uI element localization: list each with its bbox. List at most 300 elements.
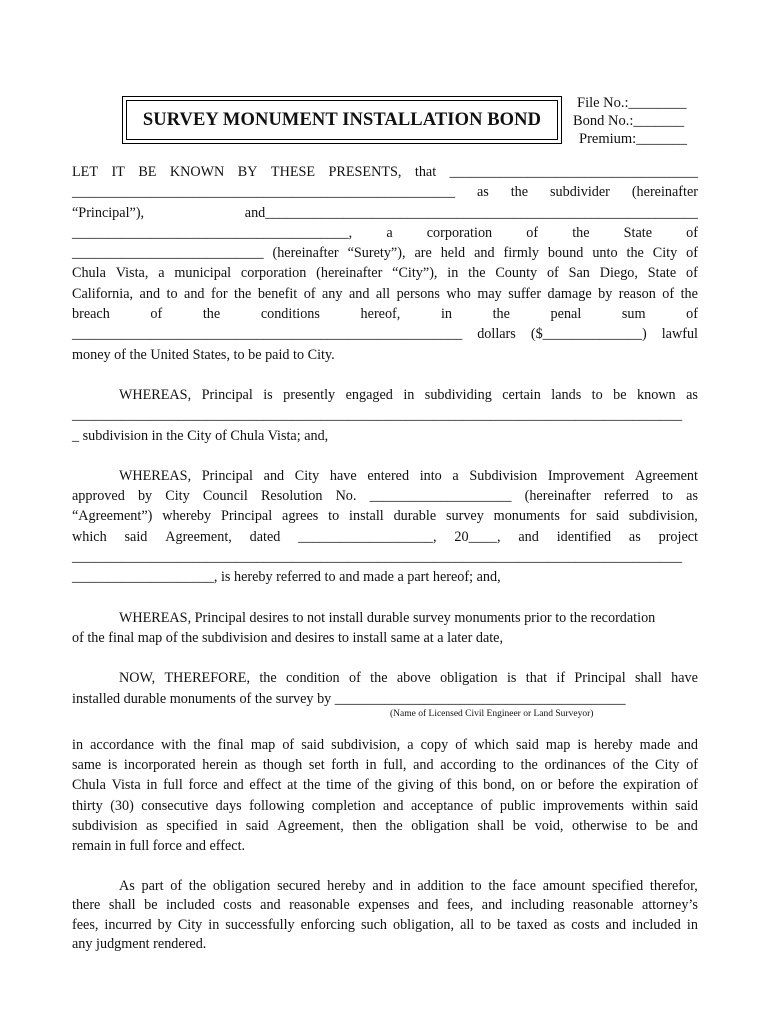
word: IT bbox=[111, 164, 125, 180]
word: taxed bbox=[516, 916, 548, 933]
word: obligation, bbox=[392, 916, 455, 933]
word: the bbox=[370, 670, 388, 687]
word: with bbox=[161, 736, 187, 753]
word: and bbox=[677, 736, 698, 753]
word: of bbox=[612, 757, 625, 774]
word: though bbox=[262, 757, 303, 774]
word: full, bbox=[383, 757, 407, 774]
word: damage bbox=[547, 285, 592, 302]
word: Improvement bbox=[547, 467, 625, 484]
word: corporation bbox=[426, 224, 493, 241]
word: the bbox=[520, 757, 538, 774]
word: fees, bbox=[446, 897, 474, 914]
word: obligation bbox=[440, 670, 498, 687]
word: San bbox=[568, 265, 590, 282]
justified-line bbox=[72, 324, 698, 344]
word: in bbox=[399, 877, 411, 894]
word: Vista, bbox=[115, 265, 149, 282]
word: City bbox=[294, 467, 320, 484]
word: the bbox=[259, 670, 277, 687]
word: within bbox=[631, 797, 668, 814]
word: County bbox=[495, 265, 538, 282]
word: “City”), bbox=[392, 265, 438, 282]
word: lands bbox=[551, 386, 582, 403]
word: said bbox=[515, 736, 539, 753]
word: of bbox=[685, 265, 698, 282]
word: successfully bbox=[225, 916, 295, 933]
word: engaged bbox=[345, 386, 393, 403]
word: of bbox=[303, 285, 316, 302]
word: WHEREAS, bbox=[119, 467, 192, 484]
justified-line bbox=[72, 668, 698, 688]
word: approved bbox=[72, 488, 125, 505]
word: hereof, bbox=[360, 306, 401, 323]
word: ____________________ bbox=[369, 488, 512, 505]
text-line: remain in full force and effect. bbox=[72, 838, 246, 855]
word: shall bbox=[477, 818, 505, 835]
justified-line bbox=[72, 877, 698, 897]
justified-line bbox=[72, 796, 698, 816]
word: “Surety”), bbox=[347, 245, 406, 262]
word: acceptance bbox=[410, 797, 474, 814]
word: face bbox=[512, 877, 536, 894]
word: penal bbox=[550, 306, 582, 323]
paragraph-whereas-desires bbox=[72, 608, 698, 649]
word: included bbox=[632, 916, 681, 933]
word: hereby bbox=[593, 736, 633, 753]
word: and bbox=[383, 797, 404, 814]
paragraph-now-therefore bbox=[72, 668, 698, 721]
word: corporation bbox=[240, 265, 307, 282]
word: herein bbox=[202, 757, 238, 774]
word: is bbox=[506, 670, 517, 687]
word: otherwise bbox=[572, 818, 628, 835]
word: Agreement, bbox=[165, 528, 232, 545]
word: As bbox=[119, 877, 135, 894]
word: same bbox=[72, 757, 102, 774]
word: of bbox=[686, 306, 698, 323]
word: said bbox=[301, 736, 325, 753]
justified-line bbox=[72, 162, 698, 182]
justified-line bbox=[72, 385, 698, 405]
word: days bbox=[215, 797, 242, 814]
word: before bbox=[558, 777, 595, 794]
word: as bbox=[686, 386, 698, 403]
word: and bbox=[184, 285, 205, 302]
word: of bbox=[526, 224, 539, 241]
word: and bbox=[474, 245, 495, 262]
word: municipal bbox=[174, 265, 232, 282]
word: a bbox=[452, 467, 459, 484]
word: ___________________________ bbox=[72, 245, 264, 262]
justified-line bbox=[72, 304, 698, 324]
word: that bbox=[525, 670, 548, 687]
justified-line bbox=[72, 486, 698, 506]
word: void, bbox=[534, 818, 564, 835]
paragraph-costs bbox=[72, 877, 698, 955]
word: the bbox=[188, 877, 207, 894]
word: sum bbox=[621, 306, 646, 323]
word: is bbox=[263, 386, 273, 403]
word: firmly bbox=[503, 245, 539, 262]
word: unto bbox=[592, 245, 618, 262]
justified-line bbox=[72, 223, 698, 243]
word: a bbox=[158, 265, 165, 282]
word: the bbox=[626, 245, 644, 262]
word: fees, bbox=[72, 916, 99, 933]
word: of bbox=[686, 224, 698, 241]
word: a bbox=[407, 736, 414, 753]
text-line: ______________________________________________________________________________________ bbox=[72, 549, 683, 566]
word: State bbox=[623, 224, 653, 241]
word: durable bbox=[393, 508, 437, 525]
file-no-field[interactable]: File No.:________ bbox=[577, 95, 687, 111]
word: the bbox=[234, 285, 252, 302]
word: Subdivision bbox=[469, 467, 538, 484]
word: to bbox=[480, 916, 492, 933]
word: effect bbox=[249, 777, 282, 794]
word: THESE bbox=[270, 164, 316, 180]
word: of bbox=[348, 670, 361, 687]
word: (hereinafter bbox=[524, 488, 591, 505]
justified-line bbox=[72, 916, 698, 936]
word: in bbox=[365, 757, 377, 774]
word: there bbox=[72, 897, 101, 914]
word: agrees bbox=[282, 508, 319, 525]
word: reason bbox=[618, 285, 656, 302]
word: Chula bbox=[72, 777, 106, 794]
word: full bbox=[163, 777, 183, 794]
word: subdivision, bbox=[331, 736, 401, 753]
word: time bbox=[326, 777, 352, 794]
word: PRESENTS, bbox=[328, 164, 402, 180]
word: to bbox=[635, 818, 647, 835]
word: and bbox=[139, 285, 161, 302]
word: Principal bbox=[201, 386, 253, 403]
text-line: any judgment rendered. bbox=[72, 936, 207, 953]
word: conditions bbox=[260, 306, 320, 323]
word: by bbox=[598, 285, 613, 302]
word: held bbox=[440, 245, 466, 262]
word: benefit bbox=[257, 285, 298, 302]
word: a bbox=[386, 224, 393, 241]
word: presently bbox=[283, 386, 336, 403]
word: specified bbox=[591, 877, 644, 894]
document-body bbox=[72, 162, 698, 955]
word: if bbox=[556, 670, 566, 687]
word: and bbox=[372, 877, 393, 894]
text-line: money of the United States, to be paid to City. bbox=[72, 346, 335, 363]
word: the bbox=[193, 736, 211, 753]
word: have bbox=[329, 467, 357, 484]
word: of bbox=[546, 265, 559, 282]
word: map bbox=[545, 736, 571, 753]
word: in bbox=[72, 736, 84, 753]
word: the bbox=[510, 184, 529, 201]
word: be bbox=[497, 916, 511, 933]
word: made bbox=[639, 736, 671, 753]
word: in bbox=[146, 777, 158, 794]
word: shall bbox=[635, 670, 662, 687]
justified-line bbox=[72, 755, 698, 775]
document-title: SURVEY MONUMENT INSTALLATION BOND bbox=[126, 100, 558, 140]
word: in bbox=[208, 916, 220, 933]
word: map bbox=[250, 736, 276, 753]
word: persons bbox=[396, 285, 440, 302]
word: consecutive bbox=[141, 797, 209, 814]
word: obligation bbox=[212, 877, 271, 894]
word: and bbox=[223, 777, 244, 794]
signature-caption: (Name of Licensed Civil Engineer or Land Surveyor) bbox=[390, 708, 594, 719]
word: the bbox=[492, 306, 510, 323]
text-line: of the final map of the subdivision and desires to install same at a later date, bbox=[72, 629, 504, 646]
word: whereby bbox=[162, 508, 212, 525]
word: the bbox=[599, 777, 618, 794]
word: (30) bbox=[110, 797, 134, 814]
word: addition bbox=[417, 877, 464, 894]
word: may bbox=[477, 285, 502, 302]
word: bound bbox=[547, 245, 584, 262]
word: ($______________) bbox=[530, 326, 647, 343]
justified-line bbox=[72, 775, 698, 795]
justified-line bbox=[72, 735, 698, 755]
word: and bbox=[518, 528, 539, 545]
word: be bbox=[144, 897, 158, 914]
word: of bbox=[662, 285, 675, 302]
word: said bbox=[675, 797, 698, 814]
word: and bbox=[260, 897, 281, 914]
word: subdivision bbox=[72, 818, 138, 835]
word: and bbox=[263, 467, 285, 484]
word: to bbox=[591, 386, 603, 403]
word: install bbox=[349, 508, 384, 525]
word: all bbox=[375, 285, 391, 302]
word: this bbox=[456, 777, 478, 794]
word: force bbox=[188, 777, 218, 794]
word: giving bbox=[397, 777, 434, 794]
word: BY bbox=[237, 164, 258, 180]
word: condition bbox=[286, 670, 340, 687]
justified-line bbox=[72, 506, 698, 526]
word: ___________________, bbox=[298, 528, 437, 545]
word: identified bbox=[556, 528, 612, 545]
word: Resolution bbox=[260, 488, 323, 505]
word: for bbox=[211, 285, 228, 302]
word: attorney’s bbox=[641, 897, 698, 914]
text-line: installed durable monuments of the survey by _________________________________________ bbox=[72, 690, 626, 707]
word: the bbox=[468, 265, 486, 282]
word: public bbox=[499, 797, 536, 814]
word: expiration bbox=[622, 777, 681, 794]
word: of bbox=[356, 777, 369, 794]
word: Diego, bbox=[599, 265, 638, 282]
word: said bbox=[245, 818, 269, 835]
word: as bbox=[553, 916, 566, 933]
word: and bbox=[481, 897, 503, 914]
word: thirty bbox=[72, 797, 103, 814]
title-box bbox=[122, 96, 562, 144]
word: ordinances bbox=[544, 757, 606, 774]
word: for bbox=[569, 508, 587, 525]
word: (hereinafter bbox=[272, 245, 339, 262]
word: forth bbox=[331, 757, 359, 774]
word: hereby bbox=[327, 877, 366, 894]
word: NOW, bbox=[119, 670, 156, 687]
word: said bbox=[124, 528, 148, 545]
word: the bbox=[631, 757, 649, 774]
word: such bbox=[360, 916, 387, 933]
word: (hereinafter bbox=[631, 184, 698, 201]
justified-line bbox=[72, 284, 698, 304]
word: enforcing bbox=[300, 916, 355, 933]
word: City bbox=[165, 488, 190, 505]
word: bond, bbox=[483, 777, 515, 794]
word: certain bbox=[502, 386, 541, 403]
word: suffer bbox=[508, 285, 542, 302]
word: _______________________________________, bbox=[72, 224, 353, 241]
word: as bbox=[476, 184, 489, 201]
justified-line bbox=[72, 527, 698, 547]
word: City bbox=[652, 245, 678, 262]
word: be bbox=[512, 818, 527, 835]
word: “Principal”), bbox=[72, 204, 145, 221]
word: is bbox=[577, 736, 587, 753]
word: to bbox=[328, 508, 340, 525]
paragraph-conditions bbox=[72, 735, 698, 857]
word: monuments bbox=[493, 508, 560, 525]
word: which bbox=[474, 736, 509, 753]
word: the bbox=[680, 285, 698, 302]
word: WHEREAS, bbox=[119, 386, 192, 403]
justified-line bbox=[72, 816, 698, 836]
word: subdivider bbox=[550, 184, 610, 201]
word: or bbox=[540, 777, 553, 794]
word: THEREFORE, bbox=[164, 670, 251, 687]
word: secured bbox=[277, 877, 321, 894]
word: and_____________________________________________________________ bbox=[244, 204, 698, 221]
word: and bbox=[348, 285, 370, 302]
word: of bbox=[686, 245, 698, 262]
word: in bbox=[226, 818, 238, 835]
word: then bbox=[352, 818, 377, 835]
word: final bbox=[217, 736, 244, 753]
word: shall bbox=[108, 897, 136, 914]
word: of bbox=[150, 306, 163, 323]
word: therefor, bbox=[649, 877, 698, 894]
word: which bbox=[72, 528, 107, 545]
bond-no-field[interactable]: Bond No.:_______ bbox=[573, 113, 685, 129]
word: accordance bbox=[90, 736, 154, 753]
word: into bbox=[419, 467, 442, 484]
text-line: ______________________________________________________________________________________ bbox=[72, 407, 683, 424]
word: be bbox=[655, 818, 669, 835]
word: by bbox=[137, 488, 153, 505]
paragraph-whereas-subdividing bbox=[72, 385, 698, 446]
word: is bbox=[107, 757, 118, 774]
word: and bbox=[605, 916, 627, 933]
text-line: WHEREAS, Principal desires to not install durable survey monuments prior to the recordation bbox=[119, 609, 656, 626]
word: project bbox=[658, 528, 698, 545]
word: 20____, bbox=[454, 528, 501, 545]
justified-line bbox=[72, 203, 698, 223]
word: the bbox=[303, 777, 321, 794]
word: lawful bbox=[661, 326, 698, 343]
word: to bbox=[470, 877, 482, 894]
word: Agreement bbox=[634, 467, 698, 484]
word: to bbox=[661, 488, 673, 505]
word: reasonable bbox=[289, 897, 350, 914]
word: completion bbox=[311, 797, 376, 814]
word: and bbox=[677, 818, 698, 835]
word: Council bbox=[202, 488, 248, 505]
word: _______________________________________________________ bbox=[72, 326, 463, 343]
word: No. bbox=[335, 488, 357, 505]
justified-line bbox=[72, 182, 698, 202]
word: Principal bbox=[220, 508, 273, 525]
text-line: _ subdivision in the City of Chula Vista; and, bbox=[72, 427, 329, 444]
word: expenses bbox=[358, 897, 410, 914]
word: of bbox=[282, 736, 295, 753]
word: Principal bbox=[201, 467, 253, 484]
word: to bbox=[502, 757, 514, 774]
word: ______________________________________________________ bbox=[72, 184, 456, 201]
word: in bbox=[686, 916, 698, 933]
word: Principal bbox=[574, 670, 626, 687]
word: following bbox=[249, 797, 305, 814]
word: the bbox=[572, 224, 590, 241]
premium-field[interactable]: Premium:_______ bbox=[579, 131, 687, 147]
word: as bbox=[686, 488, 698, 505]
word: Vista bbox=[111, 777, 141, 794]
word: amount bbox=[542, 877, 586, 894]
word: specified bbox=[166, 818, 218, 835]
word: known bbox=[637, 386, 676, 403]
word: to bbox=[166, 285, 178, 302]
reference-block bbox=[573, 94, 703, 148]
word: dollars bbox=[477, 326, 516, 343]
word: of bbox=[686, 757, 698, 774]
word: ___________________________________ bbox=[449, 164, 698, 180]
word: in bbox=[403, 386, 415, 403]
word: improvements bbox=[542, 797, 624, 814]
word: including bbox=[510, 897, 565, 914]
word: subdividing bbox=[424, 386, 492, 403]
word: City bbox=[177, 916, 203, 933]
word: entered bbox=[367, 467, 410, 484]
word: BE bbox=[138, 164, 157, 180]
word: as bbox=[146, 818, 158, 835]
word: included bbox=[165, 897, 215, 914]
word: as bbox=[244, 757, 257, 774]
word: incorporated bbox=[123, 757, 196, 774]
word: and bbox=[417, 897, 439, 914]
word: City bbox=[655, 757, 680, 774]
word: be bbox=[613, 386, 627, 403]
word: all bbox=[460, 916, 475, 933]
word: incurred bbox=[104, 916, 152, 933]
word: according bbox=[440, 757, 497, 774]
word: KNOWN bbox=[169, 164, 225, 180]
word: of bbox=[439, 777, 452, 794]
word: obligation bbox=[411, 818, 469, 835]
word: of bbox=[686, 777, 698, 794]
word: of bbox=[480, 797, 493, 814]
word: the bbox=[488, 877, 506, 894]
word: LET bbox=[72, 164, 98, 180]
word: (hereinafter bbox=[316, 265, 383, 282]
word: in bbox=[440, 306, 452, 323]
word: dated bbox=[249, 528, 281, 545]
